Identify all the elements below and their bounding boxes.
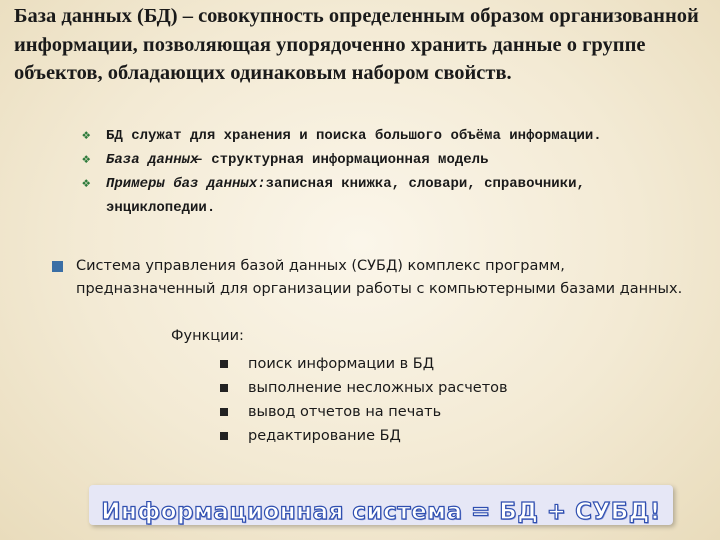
- list-item: [220, 400, 520, 424]
- dbms-text: Система управления базой данных (СУБД) комплекс программ, предназначенный для организации работы с компьютерными базами данных.: [76, 258, 683, 297]
- list-item: [82, 148, 702, 172]
- checkmark-bullet-icon: ❖: [82, 152, 91, 168]
- definition-heading: База данных (БД) – совокупность определенным образом организованной информации, позволяющая упорядоченно хранить данные о группе объектов, обладающих одинаковым набором свойств.: [14, 5, 699, 84]
- checkmark-bullet-icon: ❖: [82, 128, 91, 144]
- square-bullet-icon: [52, 261, 63, 272]
- list-item: [82, 124, 702, 148]
- list-item: [220, 352, 520, 376]
- banner-text: Информационная система = БД + СУБД!: [101, 499, 661, 525]
- list-item-text: БД служат для хранения и поиска большого объёма информации.: [106, 128, 602, 144]
- small-square-bullet-icon: [220, 384, 228, 392]
- list-item-emphasis: База данных: [106, 152, 199, 168]
- list-item-text: редактирование БД: [248, 428, 401, 444]
- functions-title: Функции:: [171, 328, 244, 344]
- small-square-bullet-icon: [220, 432, 228, 440]
- list-item-text: записная книжка, словари, справочники, энциклопедии.: [106, 176, 585, 216]
- list-item-text: выполнение несложных расчетов: [248, 380, 508, 396]
- small-square-bullet-icon: [220, 408, 228, 416]
- dbms-definition: [52, 255, 692, 301]
- list-item-emphasis: Примеры баз данных:: [106, 176, 266, 192]
- list-item: [220, 376, 520, 400]
- functions-list: [220, 352, 520, 448]
- small-square-bullet-icon: [220, 360, 228, 368]
- summary-banner: [89, 485, 673, 525]
- list-item-text: – структурная информационная модель: [194, 152, 489, 168]
- list-item-text: вывод отчетов на печать: [248, 404, 442, 420]
- db-facts-list: [82, 124, 702, 220]
- list-item-text: поиск информации в БД: [248, 356, 435, 372]
- list-item: [220, 424, 520, 448]
- list-item: [82, 172, 702, 220]
- checkmark-bullet-icon: ❖: [82, 176, 91, 192]
